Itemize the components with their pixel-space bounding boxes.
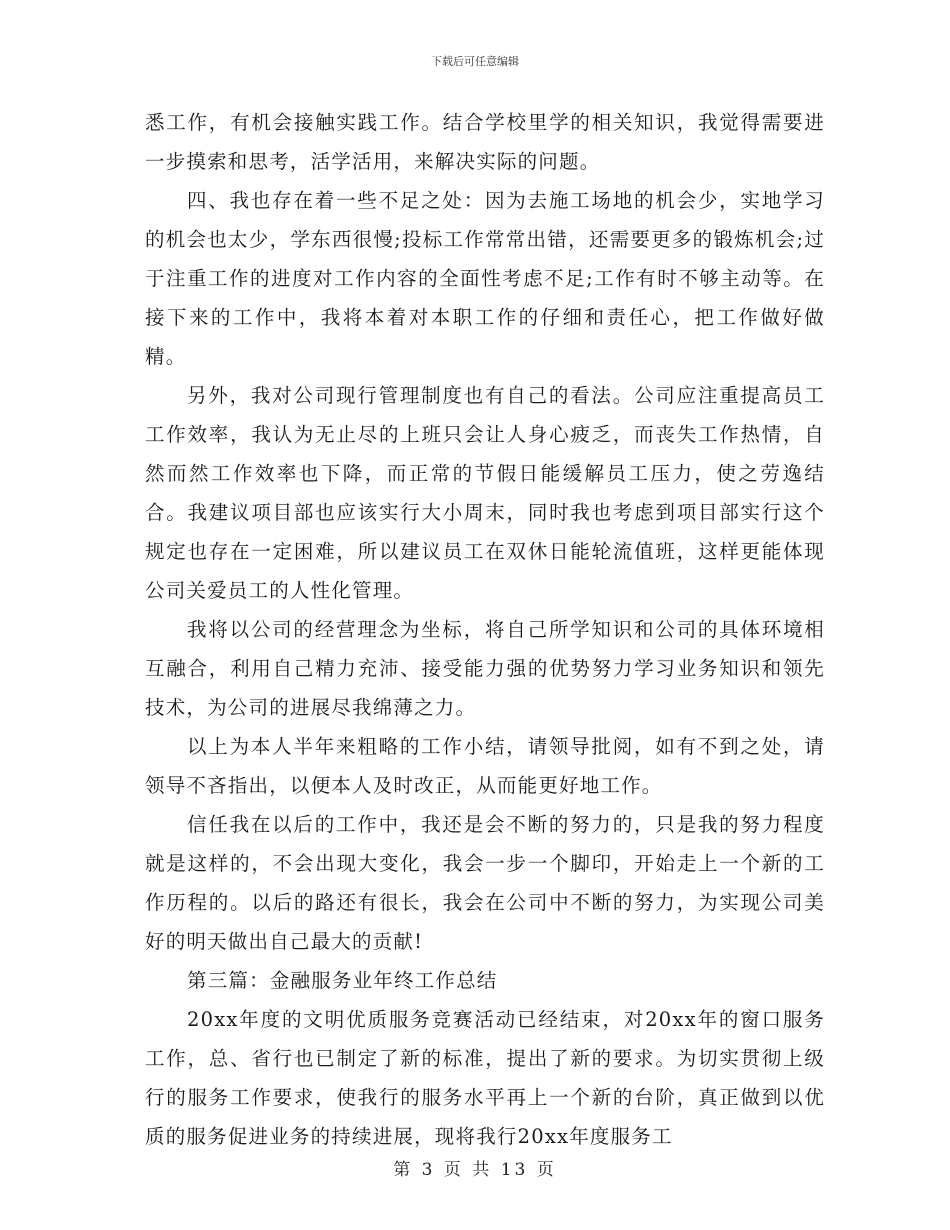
paragraph: 另外，我对公司现行管理制度也有自己的看法。公司应注重提高员工工作效率，我认为无止尽的上班只会让人身心疲乏，而丧失工作热情，自然而然工作效率也下降，而正常的节假日能缓解员工压力，使之劳逸结合。我建议项目部也应该实行大小周末，同时我也考虑到项目部实行这个规定也存在一定困难，所以建议员工在双休日能轮流值班，这样更能体现公司关爱员工的人性化管理。 [145, 384, 825, 602]
paragraph: 我将以公司的经营理念为坐标，将自己所学知识和公司的具体环境相互融合，利用自己精力充沛、接受能力强的优势努力学习业务知识和领先技术，为公司的进展尽我绵薄之力。 [145, 618, 825, 719]
paragraph: 悉工作，有机会接触实践工作。结合学校里学的相关知识，我觉得需要进一步摸索和思考，活学活用，来解决实际的问题。 [145, 111, 825, 173]
paragraph: 以上为本人半年来粗略的工作小结，请领导批阅，如有不到之处，请领导不吝指出，以便本人及时改正，从而能更好地工作。 [145, 735, 825, 797]
paragraph: 信任我在以后的工作中，我还是会不断的努力的，只是我的努力程度就是这样的，不会出现大变化，我会一步一个脚印，开始走上一个新的工作历程的。以后的路还有很长，我会在公司中不断的努力，为实现公司美好的明天做出自己最大的贡献! [145, 813, 825, 953]
document-body [145, 103, 825, 1156]
paragraph: 四、我也存在着一些不足之处：因为去施工场地的机会少，实地学习的机会也太少，学东西很慢;投标工作常常出错，还需要更多的锻炼机会;过于注重工作的进度对工作内容的全面性考虑不足;工作有时不够主动等。在接下来的工作中，我将本着对本职工作的仔细和责任心，把工作做好做精。 [145, 189, 825, 368]
page-number: 第 3 页 共 13 页 [393, 1160, 557, 1180]
section-heading: 第三篇：金融服务业年终工作总结 [187, 969, 498, 992]
page-header: 下载后可任意编辑 [431, 55, 519, 68]
paragraph: 20xx年度的文明优质服务竞赛活动已经结束，对20xx年的窗口服务工作，总、省行也已制定了新的标准，提出了新的要求。为切实贯彻上级行的服务工作要求，使我行的服务水平再上一个新的台阶，真正做到以优质的服务促进业务的持续进展，现将我行20xx年度服务工 [145, 1008, 825, 1148]
